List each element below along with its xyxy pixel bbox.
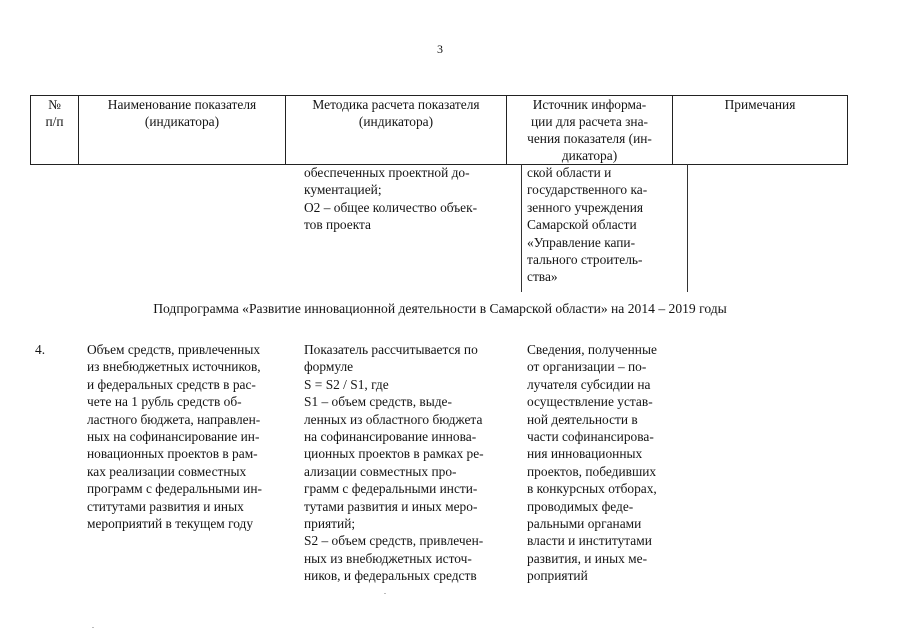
header-calculation-method: Методика расчета показателя (индикатора) [286,96,507,165]
indicator-name-cell: Объем средств, привлеченных из внебюджетных источников, и федеральных средств в рас- чете на 1 рубль средств об- ластного бюджета, направлен- ных на софинансирование ин- новационных проектов в рам- ках реализации совместных программ с федеральными ин- ститутами развития и иных мероприятий в текущем году [87,342,262,532]
indicator-table-header [30,95,848,165]
header-indicator-name: Наименование показателя (индикатора) [79,96,286,165]
scan-speck [92,627,94,628]
information-source-cell: Сведения, полученные от организации – по- лучателя субсидии на осуществление устав- ной деятельности в части софинансирова- ния инновационных проектов, победивших в конкурсных отборах, проводимых феде- ральными органами власти и институтами развития, и иных ме- роприятий [527,342,657,584]
page-number: 3 [437,42,443,56]
calculation-method-cell: Показатель рассчитывается по формуле S = S2 / S1, где S1 – объем средств, выде- ленных из областного бюджета на софинансирование иннова- ционных проектов в рамках ре- ализации совместных про- грамм с федеральными инсти- тутами развития и иных меро- приятий; S2 – объем средств, привлечен- ных из внебюджетных источ- ников, и федеральных средств [304,342,484,584]
header-row [31,96,848,165]
row-number: 4. [35,342,46,357]
header-information-source: Источник информа- ции для расчета зна- чения показателя (ин- дикатора) [507,96,673,165]
continued-method-cell: обеспеченных проектной до- кументацией; О2 – общее количество объек- тов проекта [304,165,478,233]
column-divider [687,164,688,292]
scan-speck [384,593,386,594]
subprogram-title: Подпрограмма «Развитие инновационной деятельности в Самарской области» на 2014 – 2019 годы [153,301,727,316]
continued-source-cell: ской области и государственного ка- зенного учреждения Самарской области «Управление капи- тального строитель- ства» [527,165,648,285]
header-notes: Примечания [673,96,848,165]
header-number: № п/п [31,96,79,165]
